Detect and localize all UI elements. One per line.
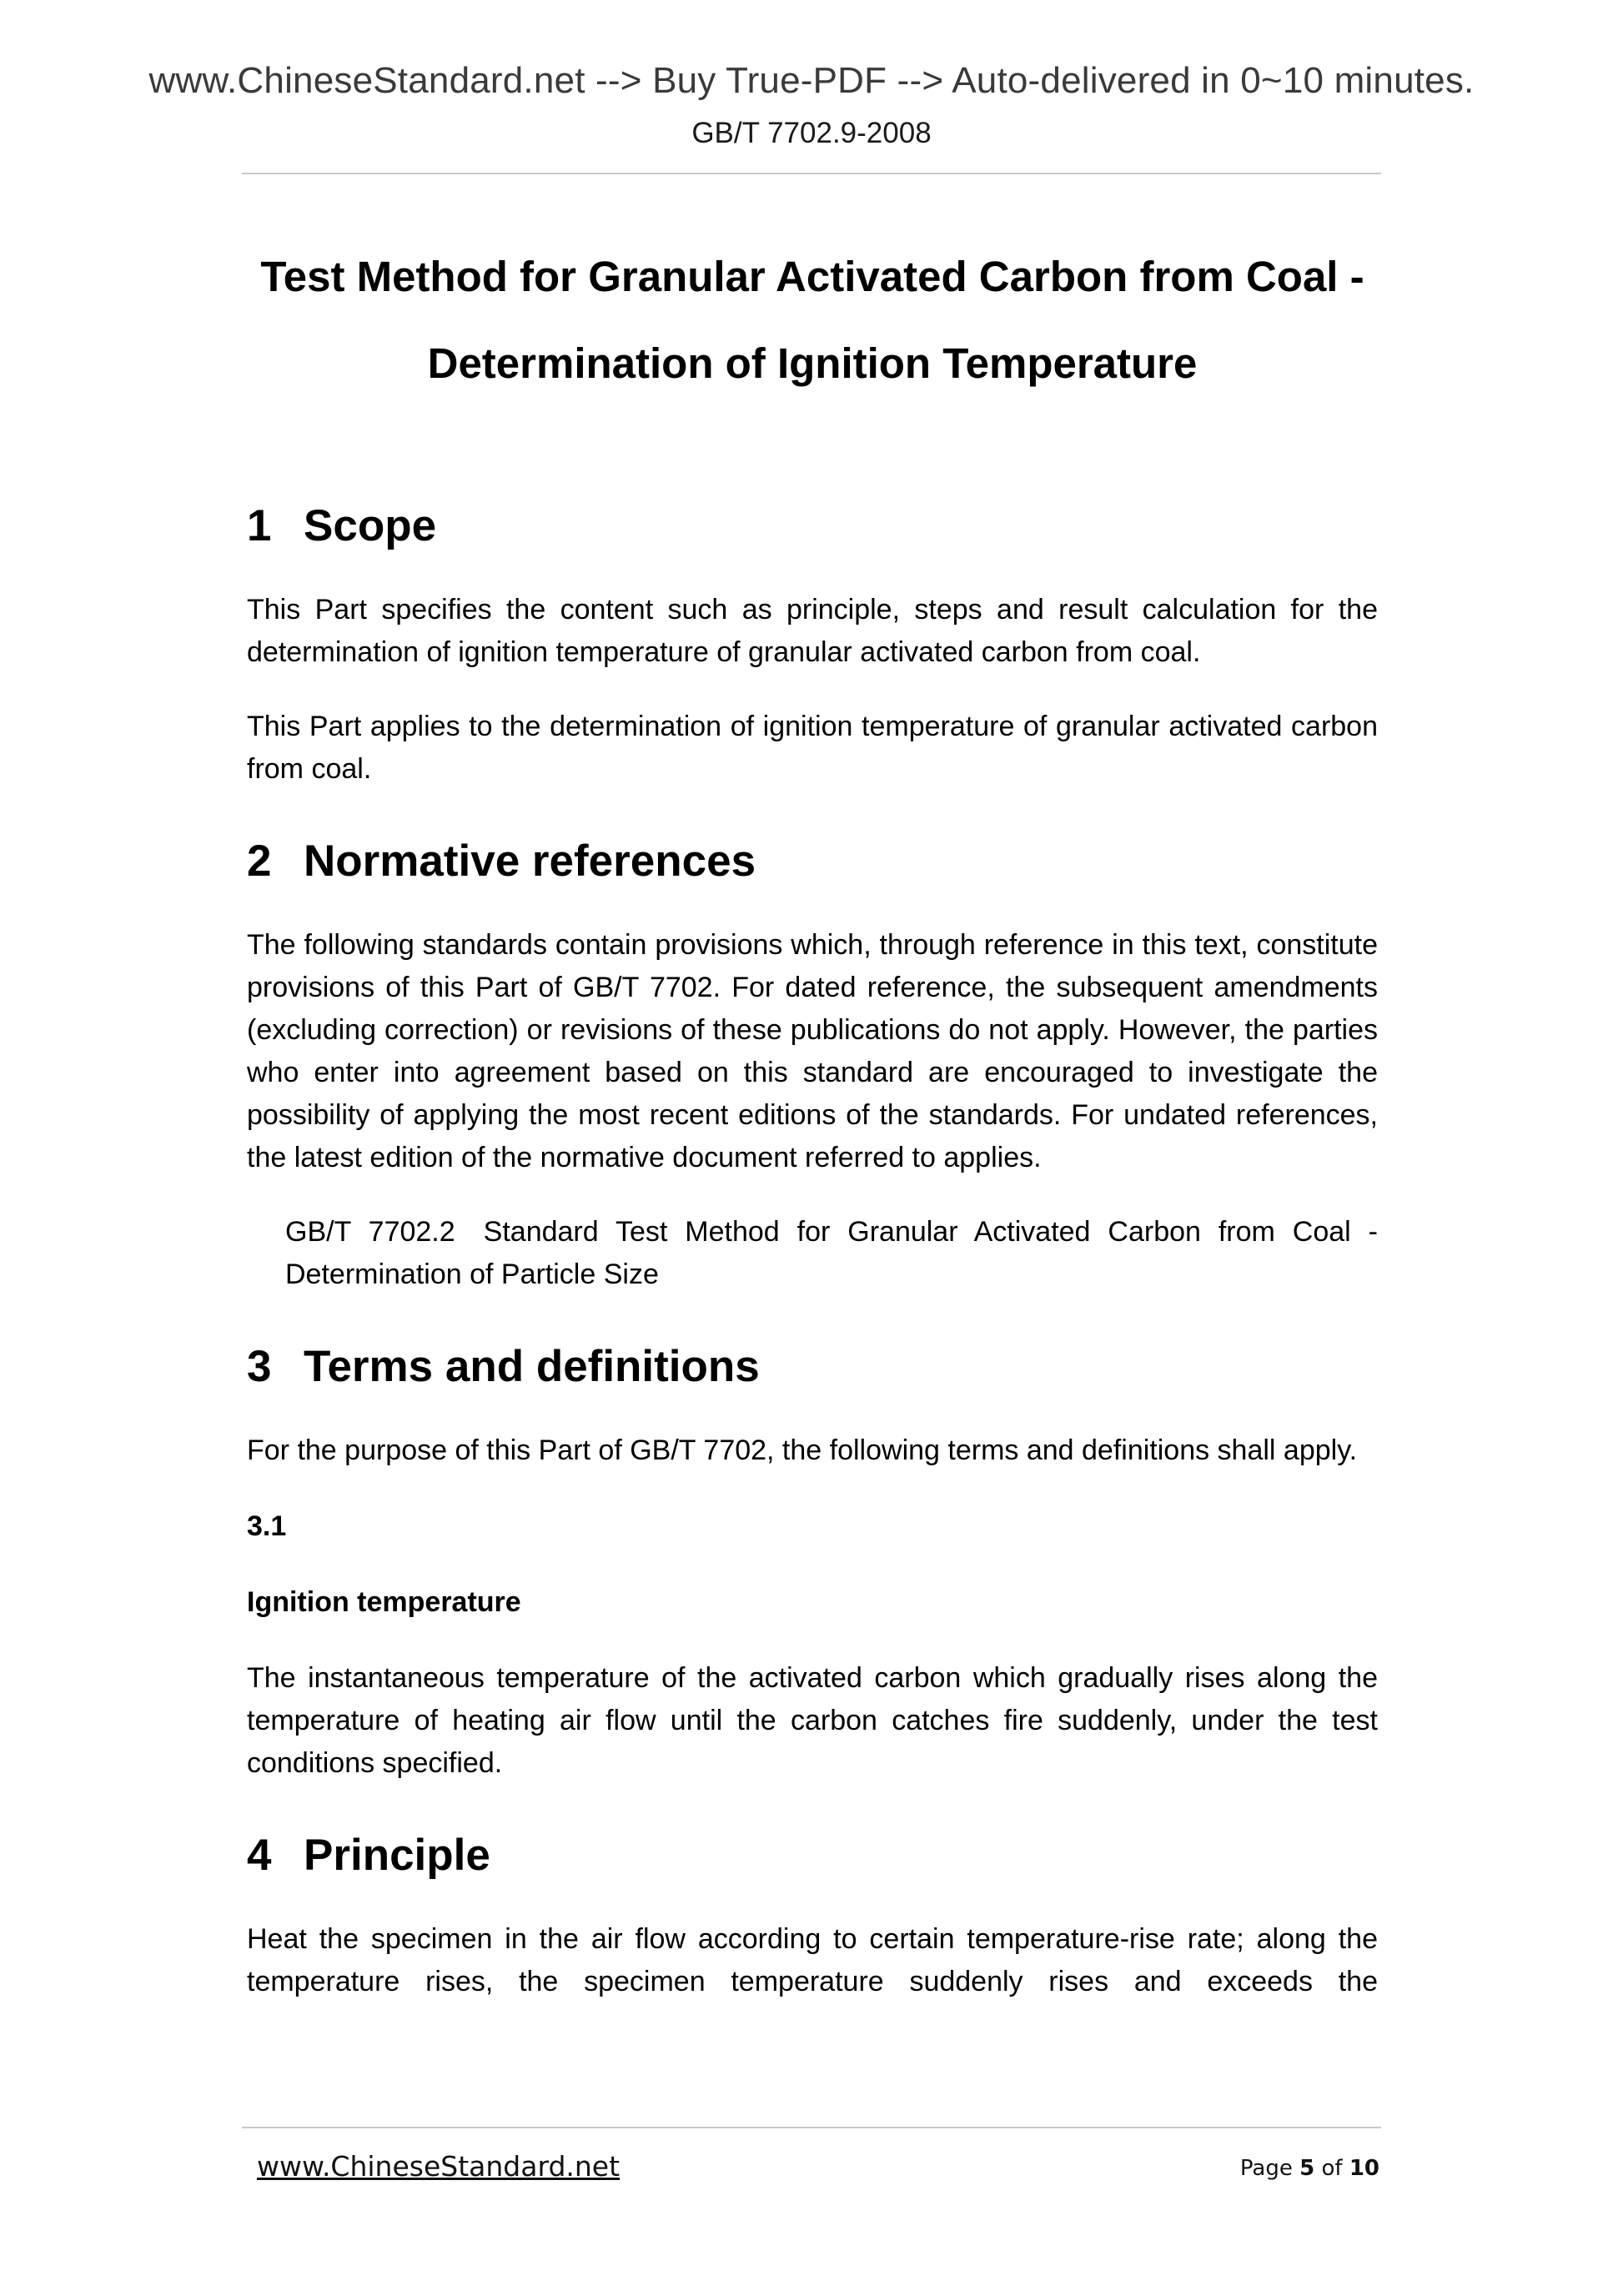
section-title: Scope bbox=[304, 501, 437, 550]
page-indicator bbox=[1240, 2156, 1379, 2181]
page-total: 10 bbox=[1349, 2156, 1379, 2181]
section-heading-terms bbox=[247, 1338, 1378, 1396]
reference-title: Standard Test Method for Granular Activated Carbon from Coal - Determination of Particle Size bbox=[285, 1216, 1378, 1290]
reference-code: GB/T 7702.2 bbox=[285, 1216, 455, 1248]
principle-paragraph-1: Heat the specimen in the air flow according to certain temperature-rise rate; along the temperature rises, the specimen temperature suddenly rises and exceeds the bbox=[247, 1923, 1378, 1997]
terms-paragraph-1: For the purpose of this Part of GB/T 7702, the following terms and definitions shall apply. bbox=[247, 1434, 1358, 1466]
section-heading-principle bbox=[247, 1826, 1378, 1885]
document-title bbox=[247, 234, 1378, 407]
scope-paragraph-2: This Part applies to the determination of ignition temperature of granular activated carbon from coal. bbox=[247, 711, 1378, 785]
page-of: of bbox=[1321, 2156, 1343, 2181]
section-title: Terms and definitions bbox=[304, 1342, 760, 1391]
section-title: Normative references bbox=[304, 837, 756, 886]
page-label: Page bbox=[1239, 2156, 1293, 2181]
section-title: Principle bbox=[304, 1831, 490, 1880]
section-number: 3 bbox=[247, 1342, 272, 1391]
term-name: Ignition temperature bbox=[247, 1586, 521, 1618]
footer-website-link[interactable]: www.ChineseStandard.net bbox=[257, 2150, 621, 2183]
section-number: 4 bbox=[247, 1831, 272, 1880]
header-banner: www.ChineseStandard.net --> Buy True-PDF --> Auto-delivered in 0~10 minutes. bbox=[148, 60, 1475, 101]
section-number: 1 bbox=[247, 501, 272, 550]
title-line-1: Test Method for Granular Activated Carbon from Coal - bbox=[260, 253, 1364, 300]
document-body bbox=[247, 234, 1378, 2003]
page-current: 5 bbox=[1299, 2156, 1315, 2181]
section-heading-scope bbox=[247, 497, 1378, 555]
footer-divider bbox=[242, 2127, 1381, 2128]
document-id: GB/T 7702.9-2008 bbox=[691, 117, 932, 149]
section-heading-normative-references bbox=[247, 832, 1378, 891]
normative-reference-item bbox=[285, 1211, 1378, 1296]
title-line-2: Determination of Ignition Temperature bbox=[427, 339, 1198, 387]
term-definition: The instantaneous temperature of the activated carbon which gradually rises along the temperature of heating air flow until the carbon catches fire suddenly, under the test conditions specified. bbox=[247, 1662, 1378, 1779]
scope-paragraph-1: This Part specifies the content such as principle, steps and result calculation for the determination of ignition temperature of granular activated carbon from coal. bbox=[247, 594, 1378, 668]
normative-paragraph-1: The following standards contain provisions which, through reference in this text, constitute provisions of this Part of GB/T 7702. For dated reference, the subsequent amendments (excluding correction) or revisions of these publications do not apply. However, the parties who enter into agreement based on this standard are encouraged to investigate the possibility of applying the most recent editions of the standards. For undated references, the latest edition of the normative document referred to applies. bbox=[247, 929, 1378, 1173]
term-number: 3.1 bbox=[247, 1510, 287, 1542]
header-divider bbox=[242, 173, 1381, 174]
section-number: 2 bbox=[247, 837, 272, 886]
